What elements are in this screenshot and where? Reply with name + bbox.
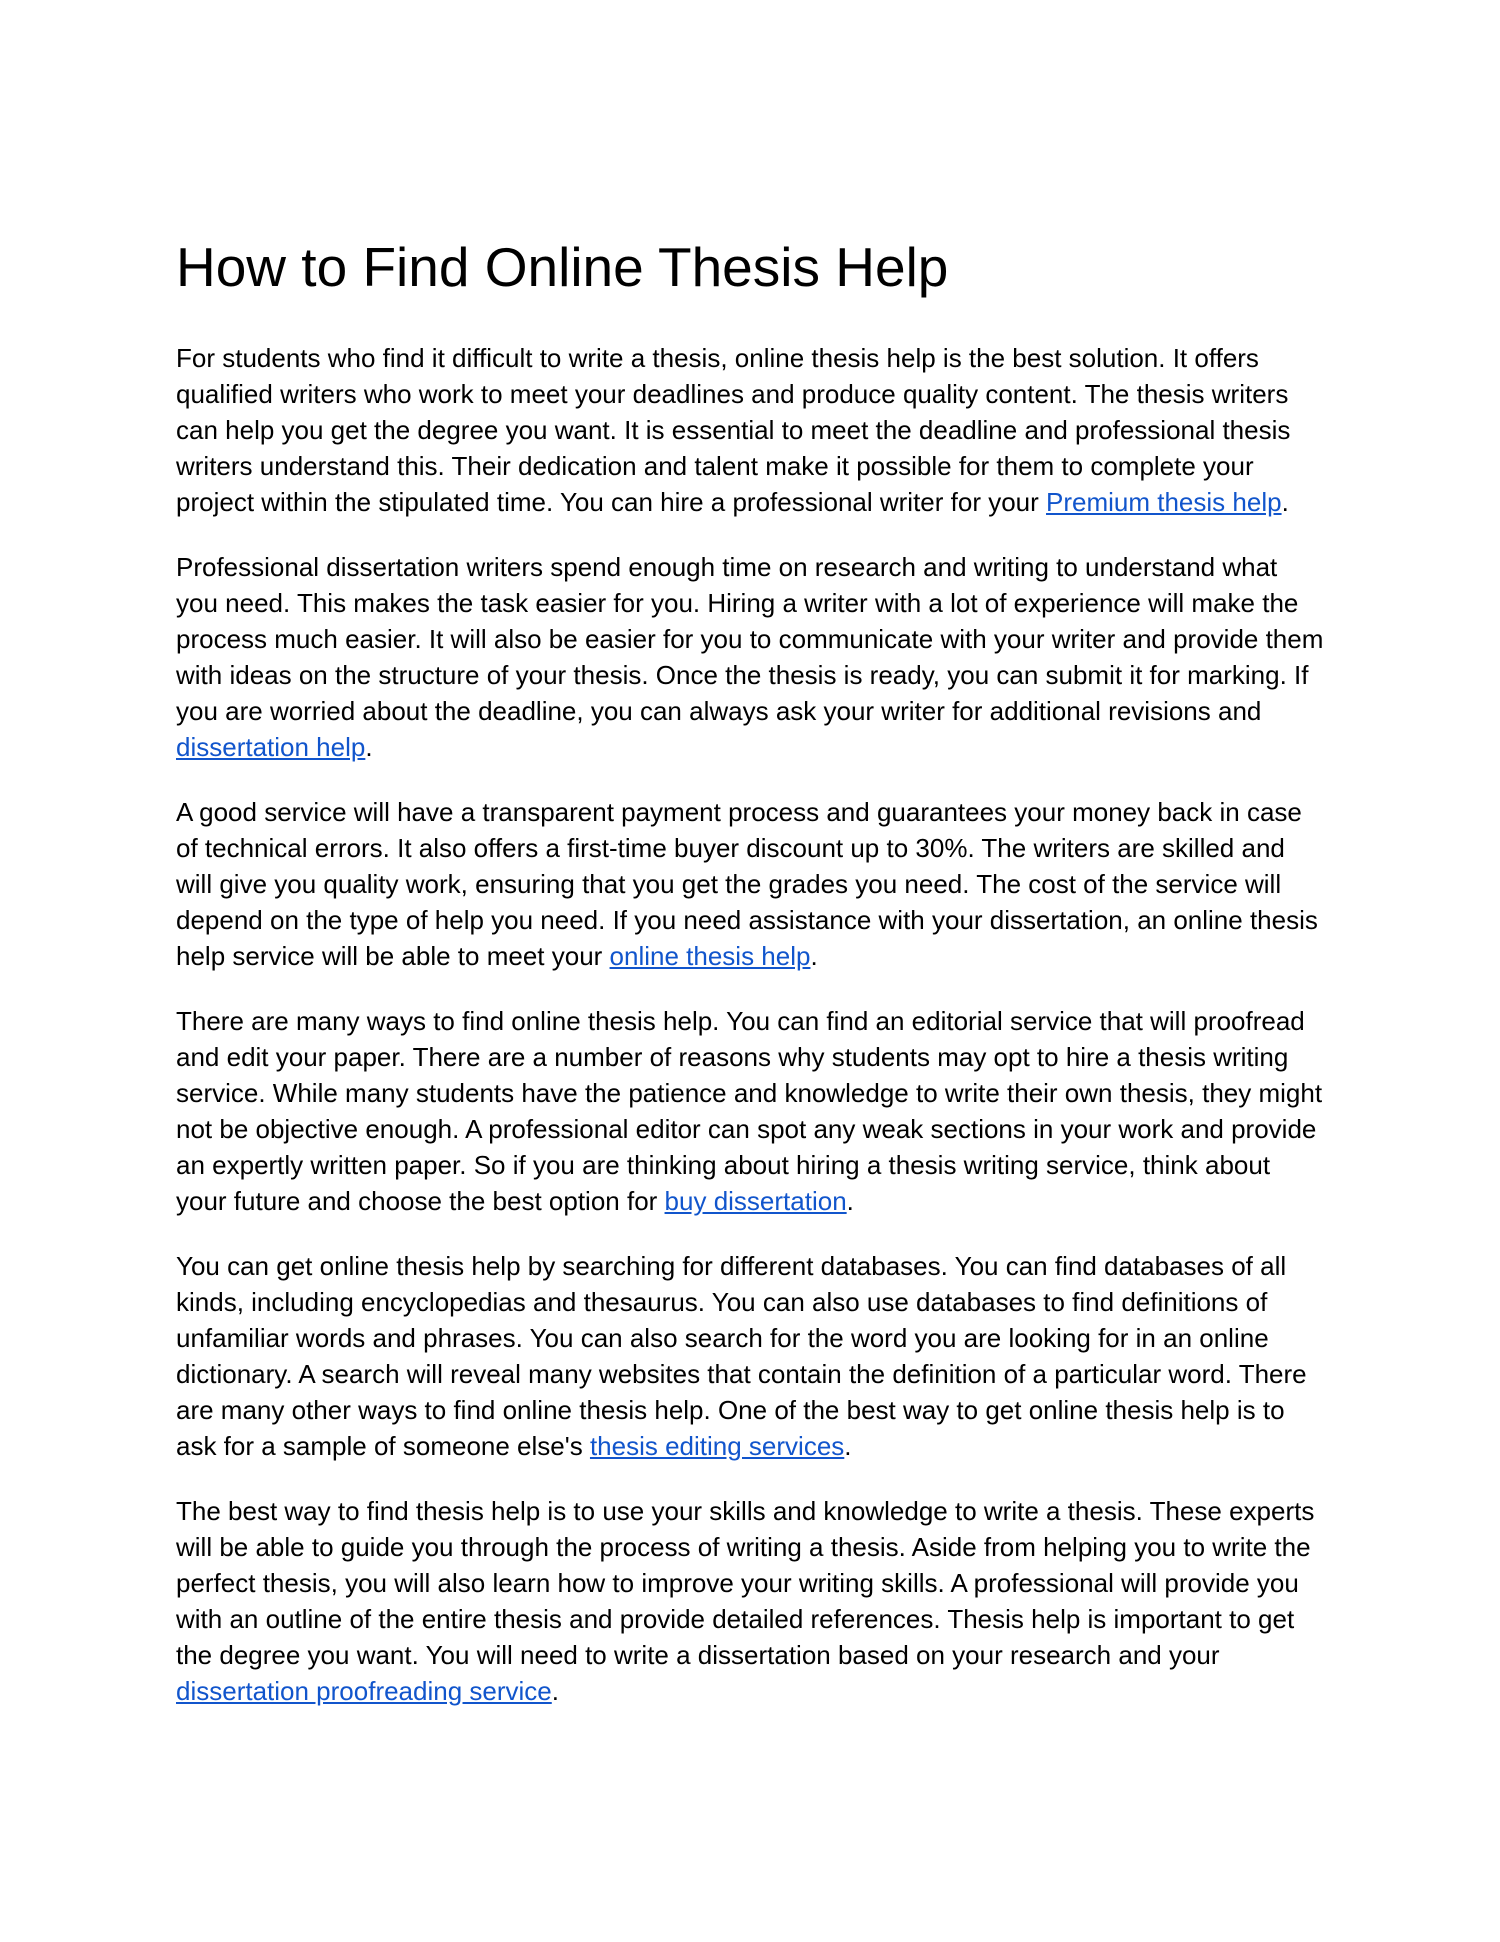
paragraph-text: There are many ways to find online thesis help. You can find an editorial service that will proofread and edit your paper. There are a number of reasons why students may opt to hire a thesis writing service. While many students have the patience and knowledge to write their own thesis, they might not be objective enough. A professional editor can spot any weak sections in your work and provide an expertly written paper. So if you are thinking about hiring a thesis writing service, think about your future and choose the best option for: [176, 1006, 1323, 1216]
buy-dissertation-link[interactable]: buy dissertation: [664, 1186, 847, 1216]
paragraph-end: .: [365, 732, 373, 762]
paragraph-text: For students who find it difficult to write a thesis, online thesis help is the best solution. It offers qualified writers who work to meet your deadlines and produce quality content. The thesis writers can help you get the degree you want. It is essential to meet the deadline and professional thesis writers understand this. Their dedication and talent make it possible for them to complete your project within the stipulated time. You can hire a professional writer for your: [176, 343, 1291, 517]
paragraph-4: [176, 1003, 1326, 1219]
paragraph-text: You can get online thesis help by searching for different databases. You can find databases of all kinds, including encyclopedias and thesaurus. You can also use databases to find definitions of unfamiliar words and phrases. You can also search for the word you are looking for in an online dictionary. A search will reveal many websites that contain the definition of a particular word. There are many other ways to find online thesis help. One of the best way to get online thesis help is to ask for a sample of someone else's: [176, 1251, 1307, 1461]
dissertation-proofreading-service-link[interactable]: dissertation proofreading service: [176, 1676, 552, 1706]
paragraph-text: Professional dissertation writers spend enough time on research and writing to understand what you need. This makes the task easier for you. Hiring a writer with a lot of experience will make the process much easier. It will also be easier for you to communicate with your writer and provide them with ideas on the structure of your thesis. Once the thesis is ready, you can submit it for marking. If you are worried about the deadline, you can always ask your writer for additional revisions and: [176, 552, 1324, 726]
dissertation-help-link[interactable]: dissertation help: [176, 732, 366, 762]
paragraph-2: [176, 549, 1326, 765]
document-page: [176, 232, 1326, 1738]
paragraph-text: The best way to find thesis help is to use your skills and knowledge to write a thesis. These experts will be able to guide you through the process of writing a thesis. Aside from helping you to write the perfect thesis, you will also learn how to improve your writing skills. A professional will provide you with an outline of the entire thesis and provide detailed references. Thesis help is important to get the degree you want. You will need to write a dissertation based on your research and your: [176, 1496, 1315, 1670]
paragraph-6: [176, 1493, 1326, 1709]
paragraph-5: [176, 1248, 1326, 1464]
paragraph-3: [176, 794, 1326, 974]
paragraph-end: .: [846, 1186, 854, 1216]
paragraph-end: .: [844, 1431, 852, 1461]
premium-thesis-help-link[interactable]: Premium thesis help: [1046, 487, 1282, 517]
thesis-editing-services-link[interactable]: thesis editing services: [589, 1431, 845, 1461]
paragraph-text: A good service will have a transparent payment process and guarantees your money back in case of technical errors. It also offers a first-time buyer discount up to 30%. The writers are skilled and will give you quality work, ensuring that you get the grades you need. The cost of the service will depend on the type of help you need. If you need assistance with your dissertation, an online thesis help service will be able to meet your: [176, 797, 1318, 971]
paragraph-end: .: [551, 1676, 559, 1706]
paragraph-1: [176, 340, 1326, 520]
page-title: How to Find Online Thesis Help: [176, 236, 949, 298]
paragraph-end: .: [1281, 487, 1289, 517]
paragraph-end: .: [810, 941, 818, 971]
online-thesis-help-link[interactable]: online thesis help: [609, 941, 811, 971]
